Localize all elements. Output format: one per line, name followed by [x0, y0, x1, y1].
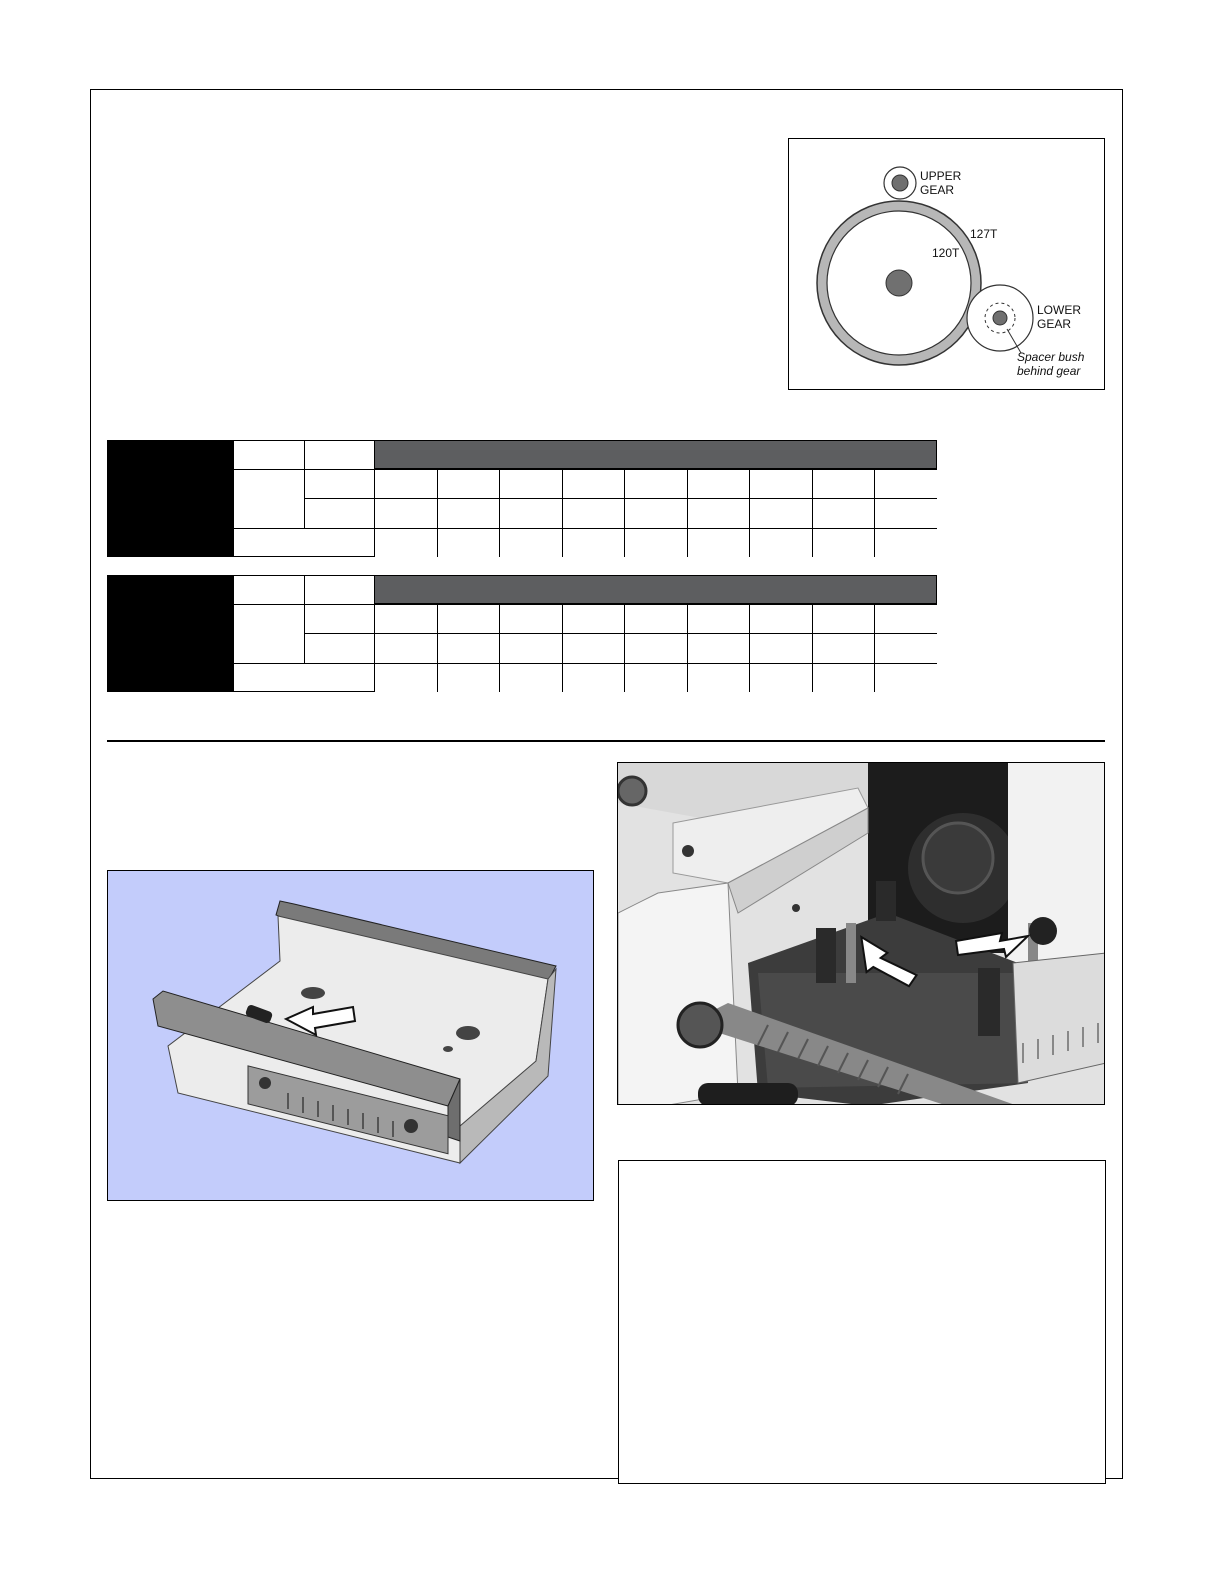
lathe-bed-arrows-photo [617, 762, 1105, 1105]
table-cell [812, 498, 875, 528]
gear-diagram [788, 138, 1105, 390]
lower-gear-hub [993, 311, 1007, 325]
table-cell [874, 469, 937, 498]
lower-gear-label-1: LOWER [1037, 303, 1082, 317]
table-row-label-cell [233, 663, 374, 692]
gear-table-2 [107, 575, 937, 692]
table-cell [812, 469, 875, 498]
table-cell [437, 528, 500, 557]
outer-teeth-label: 127T [970, 227, 998, 241]
table-cell [812, 528, 875, 557]
table-cell [624, 498, 687, 528]
table-cell [749, 604, 812, 633]
note-box [618, 1160, 1106, 1484]
table-cell [437, 469, 500, 498]
table-cell [874, 528, 937, 557]
table-header-cell [304, 440, 374, 469]
table-cell [437, 633, 500, 663]
large-gear-hub [886, 270, 912, 296]
upper-gear-label-1: UPPER [920, 169, 962, 183]
table-row-label-cell [304, 604, 374, 633]
upper-gear-hub [892, 175, 908, 191]
table-cell [812, 663, 875, 692]
table-cell [562, 498, 625, 528]
table-cell [374, 469, 437, 498]
gear-table-1 [107, 440, 937, 557]
table-cell [687, 604, 750, 633]
table-cell [562, 469, 625, 498]
table-header-cell [233, 575, 304, 604]
table-cell [374, 604, 437, 633]
table-row-label-cell [233, 604, 304, 663]
table-cell [749, 528, 812, 557]
table-cell [624, 528, 687, 557]
table-row-label-cell [233, 528, 374, 557]
table-cell [499, 604, 562, 633]
table-cell [562, 528, 625, 557]
table-cell [499, 528, 562, 557]
table-cell [874, 604, 937, 633]
table-header-band [374, 575, 937, 604]
table-cell [749, 633, 812, 663]
table-cell [562, 663, 625, 692]
spacer-note-2: behind gear [1017, 364, 1081, 378]
table-cell [749, 498, 812, 528]
table-cell [437, 498, 500, 528]
spacer-note-1: Spacer bush [1017, 350, 1085, 364]
table-cell [499, 633, 562, 663]
table-cell [499, 498, 562, 528]
table-cell [562, 633, 625, 663]
table-cell [624, 663, 687, 692]
table-cell [374, 498, 437, 528]
table-row-label-cell [304, 498, 374, 528]
table-cell [687, 469, 750, 498]
table-header-cell [304, 575, 374, 604]
table-row-label-cell [304, 469, 374, 498]
table-cell [437, 663, 500, 692]
table-row-label-cell [233, 469, 304, 528]
table-header-band [374, 440, 937, 469]
rack-arrow-photo [107, 870, 594, 1201]
table-cell [437, 604, 500, 633]
table-label-block [107, 440, 233, 557]
table-cell [499, 663, 562, 692]
table-cell [624, 469, 687, 498]
table-cell [687, 663, 750, 692]
table-cell [687, 498, 750, 528]
table-cell [562, 604, 625, 633]
upper-gear-label-2: GEAR [920, 183, 955, 197]
table-cell [749, 469, 812, 498]
table-cell [687, 633, 750, 663]
table-cell [749, 663, 812, 692]
table-label-block [107, 575, 233, 692]
table-cell [624, 633, 687, 663]
table-cell [874, 498, 937, 528]
table-cell [499, 469, 562, 498]
table-cell [874, 633, 937, 663]
lower-gear-label-2: GEAR [1037, 317, 1072, 331]
table-cell [374, 663, 437, 692]
table-cell [624, 604, 687, 633]
section-divider [107, 740, 1105, 742]
table-cell [374, 528, 437, 557]
table-cell [374, 633, 437, 663]
table-cell [812, 604, 875, 633]
table-cell [812, 633, 875, 663]
table-cell [874, 663, 937, 692]
table-header-cell [233, 440, 304, 469]
inner-teeth-label: 120T [932, 246, 960, 260]
table-row-label-cell [304, 633, 374, 663]
table-cell [687, 528, 750, 557]
